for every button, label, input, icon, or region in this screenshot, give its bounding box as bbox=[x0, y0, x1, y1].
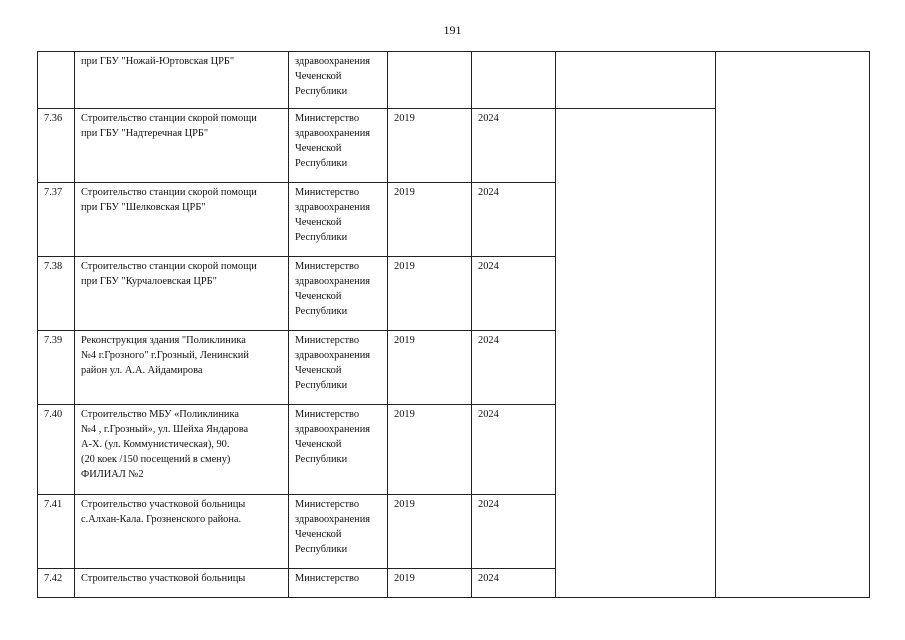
row-start-year: 2019 bbox=[388, 569, 472, 598]
row-start-year: 2019 bbox=[388, 331, 472, 405]
empty-cell bbox=[556, 109, 716, 598]
name-line: №4 , г.Грозный», ул. Шейха Яндарова bbox=[81, 424, 249, 435]
table-row bbox=[38, 52, 870, 109]
row-name bbox=[75, 52, 289, 109]
row-organization bbox=[289, 257, 388, 331]
row-number: 7.37 bbox=[38, 183, 75, 257]
org-line: Чеченской bbox=[295, 529, 342, 540]
row-start-year: 2019 bbox=[388, 183, 472, 257]
row-end-year: 2024 bbox=[472, 257, 556, 331]
org-line: здравоохранения bbox=[295, 424, 371, 435]
row-name bbox=[75, 257, 289, 331]
name-line: с.Алхан-Кала. Грозненского района. bbox=[81, 514, 242, 525]
row-number: 7.38 bbox=[38, 257, 75, 331]
org-line: Министерство bbox=[295, 113, 360, 124]
name-line: Строительство станции скорой помощи bbox=[81, 261, 257, 272]
org-line: Министерство bbox=[295, 335, 360, 346]
row-number: 7.41 bbox=[38, 495, 75, 569]
org-line: Республики bbox=[295, 158, 348, 169]
org-line: Республики bbox=[295, 306, 348, 317]
row-end-year: 2024 bbox=[472, 331, 556, 405]
row-end-year: 2024 bbox=[472, 405, 556, 495]
row-organization bbox=[289, 331, 388, 405]
row-number: 7.39 bbox=[38, 331, 75, 405]
org-line: Чеченской bbox=[295, 143, 342, 154]
org-line: Министерство bbox=[295, 499, 360, 510]
row-end-year bbox=[472, 52, 556, 109]
name-line: при ГБУ "Шелковская ЦРБ" bbox=[81, 202, 206, 213]
name-line: при ГБУ "Ножай-Юртовская ЦРБ" bbox=[81, 56, 235, 67]
org-line: Министерство bbox=[295, 409, 360, 420]
name-line: (20 коек /150 посещений в смену) bbox=[81, 454, 231, 465]
row-name bbox=[75, 405, 289, 495]
name-line: Строительство станции скорой помощи bbox=[81, 187, 257, 198]
name-line: Строительство участковой больницы bbox=[81, 573, 246, 584]
row-name bbox=[75, 569, 289, 598]
empty-cell bbox=[556, 52, 716, 109]
page-number: 191 bbox=[443, 23, 462, 37]
name-line: Строительство участковой больницы bbox=[81, 499, 246, 510]
org-line: здравоохранения bbox=[295, 128, 371, 139]
row-organization bbox=[289, 109, 388, 183]
row-number: 7.36 bbox=[38, 109, 75, 183]
empty-cell bbox=[716, 52, 870, 598]
row-start-year: 2019 bbox=[388, 405, 472, 495]
table-body bbox=[38, 52, 870, 598]
org-line: Чеченской bbox=[295, 71, 342, 82]
org-line: Министерство bbox=[295, 573, 360, 584]
name-line: А-Х. (ул. Коммунистическая), 90. bbox=[81, 439, 230, 450]
program-table bbox=[37, 51, 870, 598]
org-line: здравоохранения bbox=[295, 202, 371, 213]
name-line: Строительство станции скорой помощи bbox=[81, 113, 257, 124]
row-start-year: 2019 bbox=[388, 257, 472, 331]
row-end-year: 2024 bbox=[472, 495, 556, 569]
org-line: здравоохранения bbox=[295, 514, 371, 525]
row-start-year bbox=[388, 52, 472, 109]
org-line: Республики bbox=[295, 454, 348, 465]
name-line: ФИЛИАЛ №2 bbox=[81, 469, 144, 480]
org-line: Республики bbox=[295, 86, 348, 97]
org-line: Республики bbox=[295, 380, 348, 391]
org-line: Чеченской bbox=[295, 291, 342, 302]
org-line: Чеченской bbox=[295, 217, 342, 228]
org-line: Республики bbox=[295, 544, 348, 555]
name-line: район ул. А.А. Айдамирова bbox=[81, 365, 203, 376]
name-line: Реконструкция здания "Поликлиника bbox=[81, 335, 246, 346]
org-line: Чеченской bbox=[295, 365, 342, 376]
org-line: Республики bbox=[295, 232, 348, 243]
row-organization bbox=[289, 183, 388, 257]
row-organization bbox=[289, 569, 388, 598]
row-end-year: 2024 bbox=[472, 109, 556, 183]
name-line: №4 г.Грозного" г.Грозный, Ленинский bbox=[81, 350, 249, 361]
row-organization bbox=[289, 405, 388, 495]
row-organization bbox=[289, 52, 388, 109]
org-line: Министерство bbox=[295, 187, 360, 198]
row-number bbox=[38, 52, 75, 109]
row-name bbox=[75, 183, 289, 257]
name-line: при ГБУ "Курчалоевская ЦРБ" bbox=[81, 276, 217, 287]
row-number: 7.40 bbox=[38, 405, 75, 495]
org-line: здравоохранения bbox=[295, 56, 371, 67]
org-line: здравоохранения bbox=[295, 350, 371, 361]
name-line: при ГБУ "Надтеречная ЦРБ" bbox=[81, 128, 209, 139]
row-start-year: 2019 bbox=[388, 109, 472, 183]
row-organization bbox=[289, 495, 388, 569]
row-end-year: 2024 bbox=[472, 569, 556, 598]
row-end-year: 2024 bbox=[472, 183, 556, 257]
row-name bbox=[75, 331, 289, 405]
name-line: Строительство МБУ «Поликлиника bbox=[81, 409, 239, 420]
row-name bbox=[75, 495, 289, 569]
row-name bbox=[75, 109, 289, 183]
row-start-year: 2019 bbox=[388, 495, 472, 569]
org-line: Чеченской bbox=[295, 439, 342, 450]
org-line: Министерство bbox=[295, 261, 360, 272]
org-line: здравоохранения bbox=[295, 276, 371, 287]
row-number: 7.42 bbox=[38, 569, 75, 598]
